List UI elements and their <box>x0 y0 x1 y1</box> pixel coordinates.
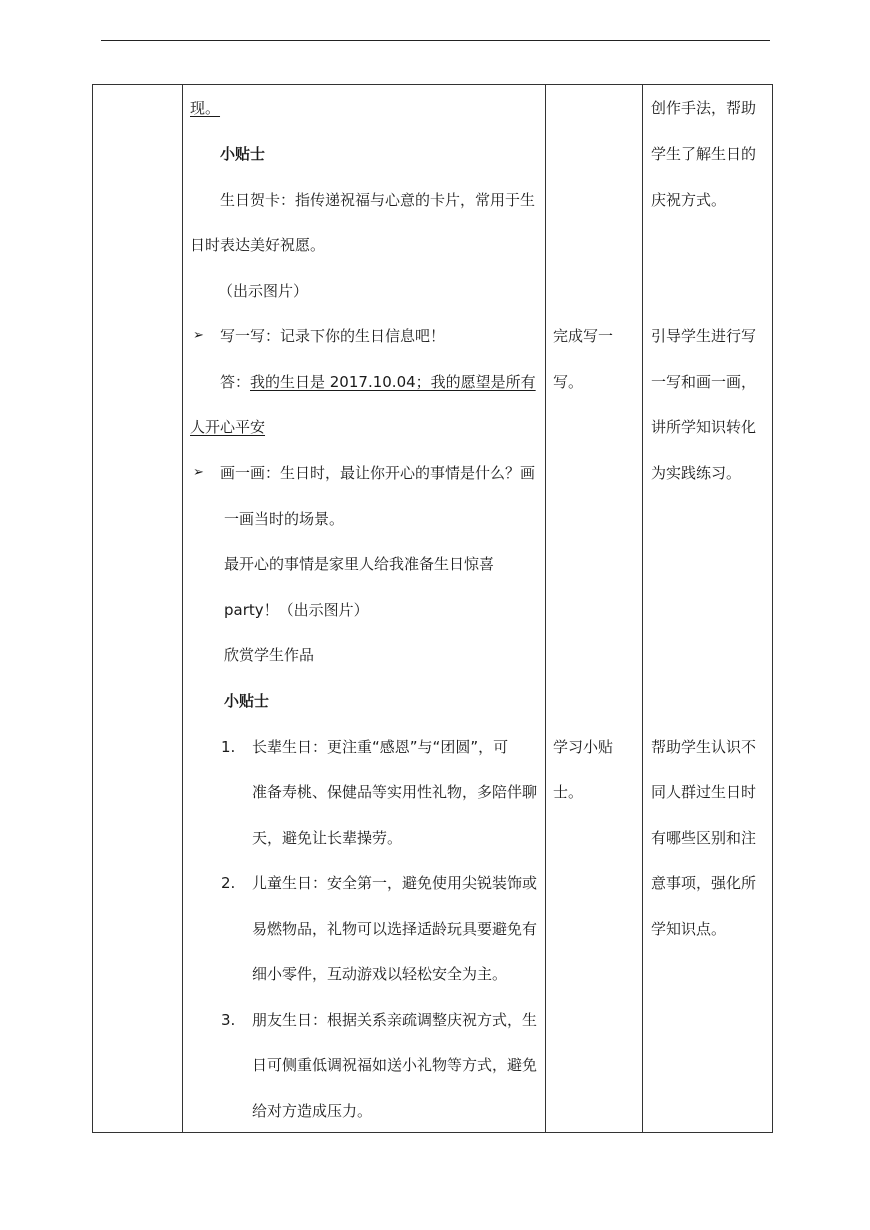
list-item-text: 日可侧重低调祝福如送小礼物等方式，避免 <box>252 1056 538 1074</box>
list-number: 3. <box>221 1011 236 1029</box>
list-item-text: 天，避免让长辈操劳。 <box>252 829 403 847</box>
column-divider <box>182 85 183 1132</box>
text-line: 欣赏学生作品 <box>224 646 315 664</box>
text-line: 学生了解生日的 <box>651 145 757 163</box>
text-line: 士。 <box>553 783 584 801</box>
answer-label: 答： <box>220 373 251 391</box>
list-item-text: 给对方造成压力。 <box>252 1102 373 1120</box>
text-line: 同人群过生日时 <box>651 783 757 801</box>
text-line: 一画当时的场景。 <box>224 510 345 528</box>
text-line: 一写和画一画， <box>651 373 757 391</box>
answer-text: 我的生日是 2017.10.04；我的愿望是所有 <box>250 373 536 391</box>
text-line: 完成写一 <box>553 327 614 345</box>
list-item-text: 准备寿桃、保健品等实用性礼物，多陪伴聊 <box>252 783 538 801</box>
text-line: 画一画：生日时，最让你开心的事情是什么？画 <box>220 464 536 482</box>
text-line: 讲所学知识转化 <box>651 418 757 436</box>
answer-text: 人开心平安 <box>190 418 266 436</box>
arrow-bullet-icon: ➢ <box>193 465 204 480</box>
text-line: 为实践练习。 <box>651 464 742 482</box>
column-divider <box>545 85 546 1132</box>
text-line: party！（出示图片） <box>224 601 369 619</box>
text-line: 日时表达美好祝愿。 <box>190 236 326 254</box>
text-line: （出示图片） <box>218 282 309 300</box>
text-line: 创作手法，帮助 <box>651 99 757 117</box>
list-item-text: 朋友生日：根据关系亲疏调整庆祝方式，生 <box>252 1011 538 1029</box>
text-line: 引导学生进行写 <box>651 327 757 345</box>
tip-heading: 小贴士 <box>224 692 270 710</box>
text-line: 庆祝方式。 <box>651 191 727 209</box>
text-line: 最开心的事情是家里人给我准备生日惊喜 <box>224 555 495 573</box>
list-item-text: 易燃物品，礼物可以选择适龄玩具要避免有 <box>252 920 538 938</box>
header-rule <box>101 40 770 41</box>
arrow-bullet-icon: ➢ <box>193 328 204 343</box>
text-line: 现。 <box>190 99 221 117</box>
text-line: 学知识点。 <box>651 920 727 938</box>
text-line: 有哪些区别和注 <box>651 829 757 847</box>
column-divider <box>642 85 643 1132</box>
text-line: 生日贺卡：指传递祝福与心意的卡片，常用于生 <box>220 191 536 209</box>
text-line: 写。 <box>553 373 584 391</box>
list-item-text: 儿童生日：安全第一，避免使用尖锐装饰或 <box>252 874 538 892</box>
list-number: 2. <box>221 874 236 892</box>
list-item-text: 长辈生日：更注重“感恩”与“团圆”，可 <box>252 738 509 756</box>
text-line: 学习小贴 <box>553 738 614 756</box>
tip-heading: 小贴士 <box>220 145 266 163</box>
text-line: 意事项，强化所 <box>651 874 757 892</box>
text-line: 帮助学生认识不 <box>651 738 757 756</box>
list-number: 1. <box>221 738 236 756</box>
list-item-text: 细小零件，互动游戏以轻松安全为主。 <box>252 965 508 983</box>
text-line: 写一写：记录下你的生日信息吧！ <box>220 327 446 345</box>
